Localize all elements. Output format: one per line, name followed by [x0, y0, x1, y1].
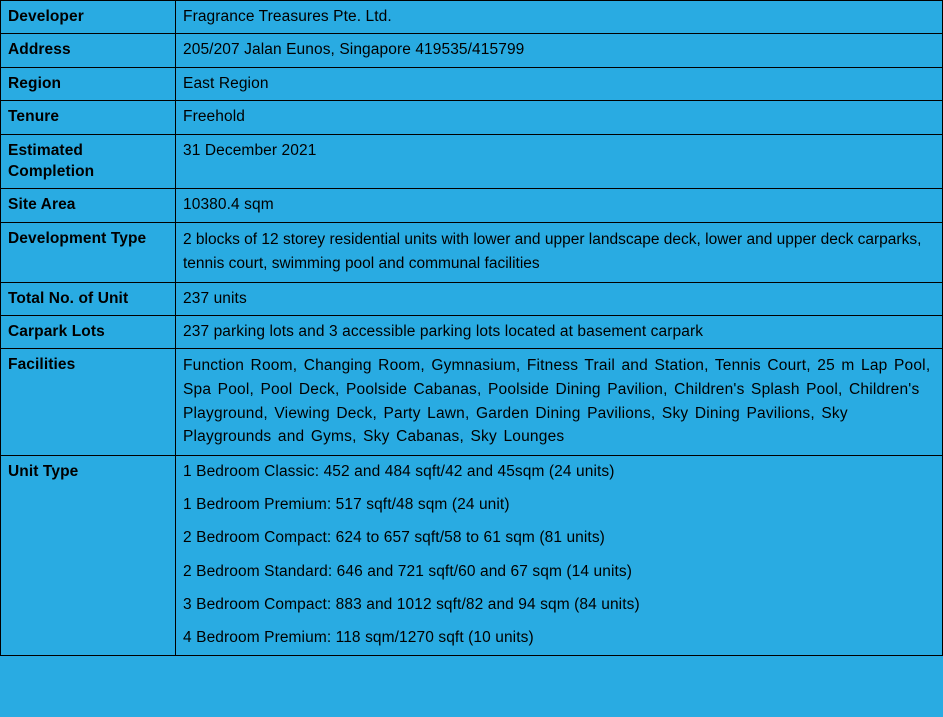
value-line: 237 units: [183, 289, 247, 307]
row-value-estimated-completion: [176, 134, 943, 189]
row-value-unit-type: [176, 455, 943, 655]
table-row: [1, 1, 943, 34]
value-line: Function Room, Changing Room, Gymnasium, Fitness Trail and Station, Tennis Court, 25 m Lap Pool, Spa Pool, Pool Deck, Poolside Cabanas, Poolside Dining Pavilion, Children's Splash Pool, Children's Playground, Viewing Deck, Party Lawn, Garden Dining Pavilions, Sky Dining Pavilions, Sky Playgrounds and Gyms, Sky Cabanas, Sky Lounges: [183, 357, 931, 446]
table-row: [1, 282, 943, 315]
row-value-total-units: [176, 282, 943, 315]
row-label-tenure: Tenure: [1, 101, 176, 134]
row-value-address: [176, 34, 943, 67]
value-line: 3 Bedroom Compact: 883 and 1012 sqft/82 and 94 sqm (84 units): [183, 596, 640, 614]
row-label-carpark-lots: Carpark Lots: [1, 316, 176, 349]
value-line: 31 December 2021: [183, 141, 317, 159]
value-line: 1 Bedroom Premium: 517 sqft/48 sqm (24 unit): [183, 495, 510, 513]
row-value-facilities: [176, 349, 943, 455]
value-line: 2 blocks of 12 storey residential units with lower and upper landscape deck, lower and upper deck carparks, tennis court, swimming pool and communal facilities: [183, 230, 922, 272]
row-label-region: Region: [1, 67, 176, 100]
row-label-total-units: Total No. of Unit: [1, 282, 176, 315]
row-label-unit-type: Unit Type: [1, 455, 176, 655]
row-label-site-area: Site Area: [1, 189, 176, 222]
row-label-estimated-completion: Estimated Completion: [1, 134, 176, 189]
row-label-developer: Developer: [1, 1, 176, 34]
row-value-tenure: [176, 101, 943, 134]
row-label-development-type: Development Type: [1, 222, 176, 282]
value-line: 1 Bedroom Classic: 452 and 484 sqft/42 and 45sqm (24 units): [183, 462, 615, 480]
table-row: [1, 455, 943, 655]
value-line: 205/207 Jalan Eunos, Singapore 419535/415799: [183, 41, 525, 59]
row-value-developer: [176, 1, 943, 34]
table-row: [1, 134, 943, 189]
row-label-address: Address: [1, 34, 176, 67]
row-value-development-type: [176, 222, 943, 282]
row-label-facilities: Facilities: [1, 349, 176, 455]
row-value-carpark-lots: [176, 316, 943, 349]
table-row: [1, 189, 943, 222]
value-line: 2 Bedroom Standard: 646 and 721 sqft/60 and 67 sqm (14 units): [183, 562, 632, 580]
table-row: [1, 67, 943, 100]
table-row: [1, 222, 943, 282]
table-row: [1, 101, 943, 134]
value-line: 2 Bedroom Compact: 624 to 657 sqft/58 to 61 sqm (81 units): [183, 529, 605, 547]
row-value-region: [176, 67, 943, 100]
value-line: 237 parking lots and 3 accessible parking lots located at basement carpark: [183, 323, 704, 341]
value-line: East Region: [183, 74, 269, 92]
table-row: [1, 349, 943, 455]
value-line: Freehold: [183, 108, 245, 126]
table-row: [1, 316, 943, 349]
value-line: Fragrance Treasures Pte. Ltd.: [183, 8, 392, 25]
value-line: 4 Bedroom Premium: 118 sqm/1270 sqft (10 units): [183, 629, 534, 647]
row-value-site-area: [176, 189, 943, 222]
value-line: 10380.4 sqm: [183, 196, 274, 214]
table-row: [1, 34, 943, 67]
